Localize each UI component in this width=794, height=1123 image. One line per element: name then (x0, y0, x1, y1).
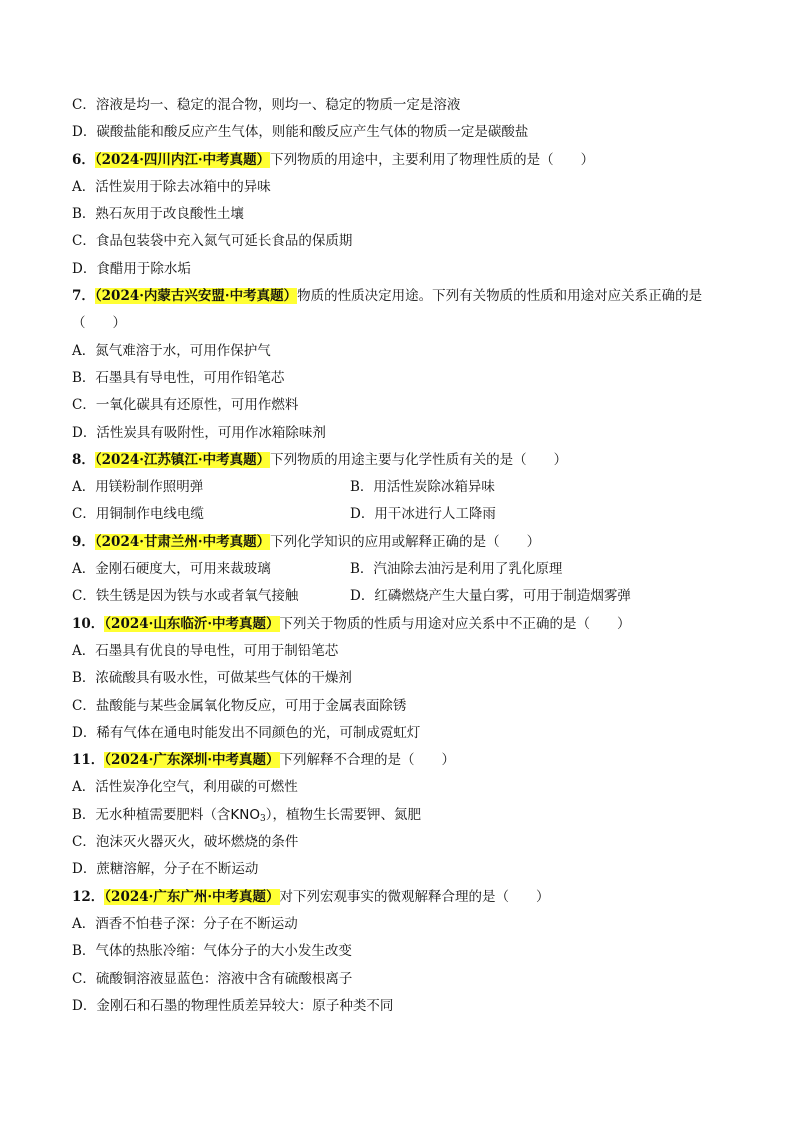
option-b: B．石墨具有导电性，可用作铅笔芯 (72, 369, 285, 386)
question-10-stem (72, 611, 732, 638)
option-c: C．溶液是均一、稳定的混合物，则均一、稳定的物质一定是溶液 (72, 97, 461, 113)
question-text: 下列物质的用途主要与化学性质有关的是（ ） (270, 451, 568, 468)
option-b (72, 802, 732, 829)
option-c: C．硫酸铜溶液显蓝色：溶液中含有硫酸根离子 (72, 970, 353, 987)
source-tag: （2024·内蒙古兴安盟·中考真题） (94, 288, 298, 305)
question-number: 7． (72, 288, 95, 305)
option-b-text-end: ），植物生长需要钾、氮肥 (265, 806, 421, 823)
chemical-formula: KNO (230, 806, 260, 823)
option-d: D．红磷燃烧产生大量白雾，可用于制造烟雾弹 (350, 588, 631, 605)
source-tag: （2024·广东深圳·中考真题） (104, 752, 280, 769)
option-a: A．石墨具有优良的导电性，可用于制铅笔芯 (72, 642, 339, 659)
question-6-stem (72, 147, 732, 174)
option-c: C．食品包装袋中充入氮气可延长食品的保质期 (72, 233, 353, 250)
options-row (72, 583, 732, 610)
option-d: D．稀有气体在通电时能发出不同颜色的光，可制成霓虹灯 (72, 724, 421, 741)
options-row (72, 556, 732, 583)
option-c: C．一氧化碳具有还原性，可用作燃料 (72, 397, 299, 414)
option-a: A．活性炭用于除去冰箱中的异味 (72, 178, 271, 195)
source-tag: （2024·山东临沂·中考真题） (104, 615, 280, 632)
option-d: D．活性炭具有吸附性，可用作冰箱除味剂 (72, 424, 326, 441)
question-list (72, 92, 732, 1020)
question-8-stem (72, 447, 732, 474)
question-7-stem-continued: （ ） (72, 315, 126, 332)
formula-subscript: 3 (260, 813, 266, 824)
question-number: 6． (72, 151, 95, 168)
question-number: 10． (72, 615, 105, 632)
question-text: 物质的性质决定用途。下列有关物质的性质和用途对应关系正确的是 (297, 288, 703, 305)
option-d: D．用干冰进行人工降雨 (350, 506, 496, 523)
question-7-stem (72, 283, 732, 310)
question-12-stem (72, 884, 732, 911)
question-number: 12． (72, 888, 105, 905)
option-a: A．金刚石硬度大，可用来裁玻璃 (72, 561, 271, 578)
source-tag: （2024·江苏镇江·中考真题） (94, 451, 271, 468)
options-row (72, 501, 732, 528)
option-d: D．金刚石和石墨的物理性质差异较大：原子种类不同 (72, 997, 394, 1014)
question-number: 8． (72, 451, 95, 468)
question-9-stem (72, 529, 732, 556)
source-tag: （2024·四川内江·中考真题） (94, 151, 271, 168)
option-c: C．盐酸能与某些金属氧化物反应，可用于金属表面除锈 (72, 697, 407, 714)
option-b: B．汽油除去油污是利用了乳化原理 (350, 561, 563, 578)
question-text: 下列物质的用途中，主要利用了物理性质的是（ ） (270, 151, 595, 168)
option-c: C．泡沫灭火器灭火，破坏燃烧的条件 (72, 834, 299, 851)
option-d: D．蔗糖溶解，分子在不断运动 (72, 861, 259, 878)
source-tag: （2024·广东广州·中考真题） (104, 888, 280, 905)
options-row (72, 474, 732, 501)
option-b-text: B．无水种植需要肥料（含 (72, 806, 231, 823)
option-b: B．气体的热胀冷缩：气体分子的大小发生改变 (72, 943, 352, 960)
option-d: D．食醋用于除水垢 (72, 260, 191, 277)
option-a: A．氮气难溶于水，可用作保护气 (72, 342, 271, 359)
option-a: A．酒香不怕巷子深：分子在不断运动 (72, 915, 298, 932)
option-a: A．用镁粉制作照明弹 (72, 479, 204, 496)
option-c: C．铁生锈是因为铁与水或者氧气接触 (72, 588, 299, 605)
option-a: A．活性炭净化空气，利用碳的可燃性 (72, 779, 298, 796)
question-text: 下列解释不合理的是（ ） (279, 752, 456, 769)
source-tag: （2024·甘肃兰州·中考真题） (94, 533, 271, 550)
question-number: 9． (72, 533, 95, 550)
option-d: D．碳酸盐能和酸反应产生气体，则能和酸反应产生气体的物质一定是碳酸盐 (72, 124, 529, 141)
option-b: B．熟石灰用于改良酸性土壤 (72, 206, 244, 223)
question-text: 对下列宏观事实的微观解释合理的是（ ） (279, 888, 550, 905)
option-b: B．浓硫酸具有吸水性，可做某些气体的干燥剂 (72, 670, 352, 687)
question-number: 11． (72, 752, 105, 769)
question-text: 下列化学知识的应用或解释正确的是（ ） (270, 533, 541, 550)
question-text: 下列关于物质的性质与用途对应关系中不正确的是（ ） (279, 615, 631, 632)
option-c: C．用铜制作电线电缆 (72, 506, 204, 523)
option-b: B．用活性炭除冰箱异味 (350, 479, 495, 496)
question-11-stem (72, 747, 732, 774)
